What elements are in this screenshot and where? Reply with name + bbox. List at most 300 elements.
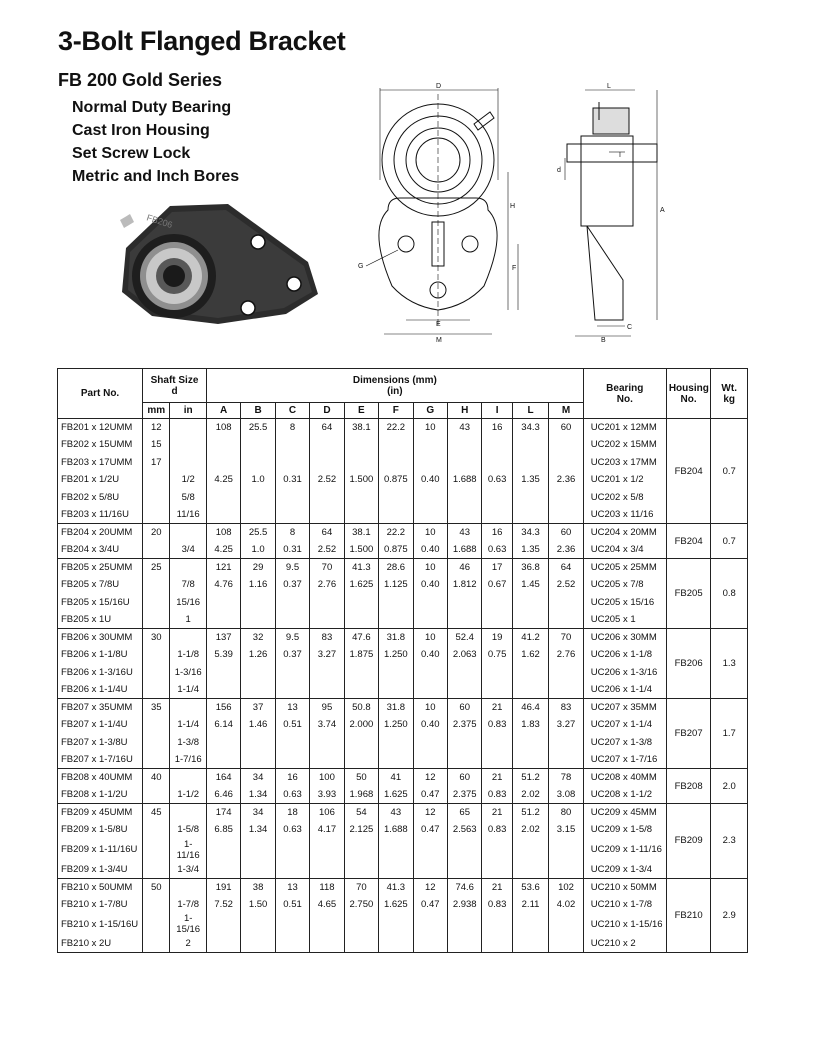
dimension-cell [206, 594, 240, 612]
dimension-cell [275, 861, 309, 879]
dimension-cell: 21 [482, 878, 512, 896]
dimension-cell: 1.62 [512, 646, 548, 664]
dimension-cell [482, 611, 512, 629]
header-dimensions-in: (in) [387, 385, 403, 397]
part-number-cell: FB205 x 15/16U [58, 594, 143, 612]
dimension-cell [206, 611, 240, 629]
dimension-cell: 0.63 [482, 471, 512, 489]
dimension-cell: 12 [413, 769, 447, 787]
dimension-cell [482, 935, 512, 953]
bearing-number-cell: UC206 x 1-1/4 [583, 681, 666, 699]
dimension-cell: 46.4 [512, 699, 548, 717]
dimension-cell [344, 436, 378, 454]
shaft-in-cell: 11/16 [170, 506, 206, 524]
dimension-cell: 1.35 [512, 541, 548, 559]
dimension-cell: 1.500 [344, 471, 378, 489]
shaft-mm-cell [143, 471, 170, 489]
dimension-cell [344, 454, 378, 472]
dimension-cell [275, 436, 309, 454]
dimension-cell: 10 [413, 419, 447, 437]
part-number-cell: FB206 x 1-3/16U [58, 664, 143, 682]
shaft-in-cell [170, 436, 206, 454]
dimension-cell [512, 489, 548, 507]
header-col-h: H [447, 403, 481, 419]
table-row [58, 699, 748, 717]
dimension-cell: 2.375 [447, 716, 481, 734]
shaft-in-cell [170, 559, 206, 577]
dimension-cell: 2.52 [549, 576, 583, 594]
dimension-cell: 1.500 [344, 541, 378, 559]
table-row [58, 454, 748, 472]
dimension-cell: 31.8 [379, 629, 413, 647]
table-row [58, 681, 748, 699]
shaft-mm-cell [143, 506, 170, 524]
dimension-cell: 2.938 [447, 896, 481, 914]
part-number-cell: FB203 x 11/16U [58, 506, 143, 524]
dimension-cell: 1.34 [241, 786, 275, 804]
dimension-cell: 1.968 [344, 786, 378, 804]
dimension-cell [275, 611, 309, 629]
dimension-cell [275, 506, 309, 524]
dimension-cell: 1.625 [379, 786, 413, 804]
dimension-cell: 38.1 [344, 524, 378, 542]
header-mm: mm [143, 403, 170, 419]
dimension-cell [379, 506, 413, 524]
dimension-cell [482, 489, 512, 507]
table-row [58, 611, 748, 629]
part-number-cell: FB210 x 1-15/16U [58, 913, 143, 935]
dimension-cell [549, 664, 583, 682]
dimension-cell: 4.17 [310, 821, 344, 839]
dimension-cell [447, 664, 481, 682]
label-b-dim: B [601, 337, 606, 344]
dimension-cell [310, 861, 344, 879]
housing-number-cell: FB204 [666, 419, 711, 524]
dimension-cell: 191 [206, 878, 240, 896]
label-l-dim: L [607, 83, 611, 90]
dimension-cell: 0.63 [482, 541, 512, 559]
bearing-number-cell: UC208 x 40MM [583, 769, 666, 787]
dimension-cell: 28.6 [379, 559, 413, 577]
dimension-cell: 137 [206, 629, 240, 647]
part-number-cell: FB206 x 30UMM [58, 629, 143, 647]
dimension-cell: 54 [344, 804, 378, 822]
dimension-cell [241, 664, 275, 682]
bearing-number-cell: UC210 x 50MM [583, 878, 666, 896]
dimension-cell [413, 839, 447, 861]
dimension-cell: 102 [549, 878, 583, 896]
label-shaft-d: d [557, 167, 561, 174]
shaft-in-cell [170, 524, 206, 542]
shaft-in-cell: 1-11/16 [170, 839, 206, 861]
dimension-cell [413, 436, 447, 454]
part-number-cell: FB209 x 1-3/4U [58, 861, 143, 879]
shaft-in-cell [170, 699, 206, 717]
part-number-cell: FB205 x 25UMM [58, 559, 143, 577]
dimension-cell [482, 436, 512, 454]
dimension-cell: 36.8 [512, 559, 548, 577]
table-row [58, 629, 748, 647]
dimension-cell [241, 436, 275, 454]
dimension-cell: 31.8 [379, 699, 413, 717]
part-number-cell: FB209 x 1-11/16U [58, 839, 143, 861]
part-number-cell: FB207 x 1-7/16U [58, 751, 143, 769]
dimension-cell: 9.5 [275, 559, 309, 577]
shaft-in-cell: 1-7/8 [170, 896, 206, 914]
page-title: 3-Bolt Flanged Bracket [58, 26, 346, 56]
dimension-cell: 51.2 [512, 769, 548, 787]
weight-cell: 0.8 [711, 559, 748, 629]
table-row [58, 576, 748, 594]
table-group [58, 699, 748, 769]
dimension-cell: 2.000 [344, 716, 378, 734]
dimension-cell [275, 734, 309, 752]
dimension-cell: 2.36 [549, 541, 583, 559]
dimension-cell [549, 734, 583, 752]
dimension-cell [206, 489, 240, 507]
dimension-cell [275, 839, 309, 861]
table-group [58, 524, 748, 559]
bearing-number-cell: UC209 x 1-3/4 [583, 861, 666, 879]
dimension-cell [549, 454, 583, 472]
table-row [58, 506, 748, 524]
dimension-cell [512, 681, 548, 699]
dimension-cell: 6.46 [206, 786, 240, 804]
housing-number-cell: FB204 [666, 524, 711, 559]
table-group [58, 878, 748, 953]
bearing-number-cell: UC205 x 25MM [583, 559, 666, 577]
shaft-mm-cell [143, 821, 170, 839]
header-col-i: I [482, 403, 512, 419]
housing-number-cell: FB209 [666, 804, 711, 879]
shaft-in-cell [170, 454, 206, 472]
dimension-cell: 6.85 [206, 821, 240, 839]
shaft-in-cell: 1-7/16 [170, 751, 206, 769]
table-row [58, 559, 748, 577]
bearing-number-cell: UC207 x 1-3/8 [583, 734, 666, 752]
dimension-cell [275, 489, 309, 507]
dimension-cell [310, 436, 344, 454]
shaft-in-cell: 5/8 [170, 489, 206, 507]
feature-item: Normal Duty Bearing [72, 99, 232, 116]
dimension-cell [413, 751, 447, 769]
dimension-cell [310, 489, 344, 507]
dimension-cell [206, 734, 240, 752]
dimension-cell: 2.76 [310, 576, 344, 594]
shaft-mm-cell: 35 [143, 699, 170, 717]
dimension-cell [379, 861, 413, 879]
dimension-cell [241, 913, 275, 935]
dimension-cell: 0.83 [482, 821, 512, 839]
part-number-cell: FB205 x 7/8U [58, 576, 143, 594]
dimension-cell [512, 861, 548, 879]
dimension-cell [447, 611, 481, 629]
dimension-cell [413, 489, 447, 507]
dimension-cell: 2.563 [447, 821, 481, 839]
dimension-cell: 21 [482, 699, 512, 717]
dimension-cell: 2.02 [512, 786, 548, 804]
shaft-in-cell: 15/16 [170, 594, 206, 612]
dimension-cell: 108 [206, 524, 240, 542]
dimension-cell [310, 611, 344, 629]
table-row [58, 594, 748, 612]
shaft-mm-cell [143, 861, 170, 879]
dimension-cell [447, 506, 481, 524]
dimension-cell [482, 664, 512, 682]
shaft-in-cell: 1 [170, 611, 206, 629]
shaft-mm-cell: 17 [143, 454, 170, 472]
dimension-cell: 32 [241, 629, 275, 647]
label-c-dim: C [627, 324, 633, 331]
dimension-cell: 60 [549, 419, 583, 437]
dimension-cell: 4.25 [206, 471, 240, 489]
dimension-cell [482, 913, 512, 935]
dimension-cell: 7.52 [206, 896, 240, 914]
header-part-no: Part No. [58, 369, 143, 419]
dimension-cell: 106 [310, 804, 344, 822]
shaft-mm-cell [143, 751, 170, 769]
dimension-cell: 2.52 [310, 541, 344, 559]
part-number-cell: FB206 x 1-1/4U [58, 681, 143, 699]
dimension-cell: 0.47 [413, 821, 447, 839]
dimension-cell: 60 [447, 769, 481, 787]
label-f-dim: F [512, 265, 517, 272]
dimension-cell: 1.34 [241, 821, 275, 839]
dimension-cell: 4.65 [310, 896, 344, 914]
dimension-cell: 121 [206, 559, 240, 577]
dimension-cell: 0.63 [275, 821, 309, 839]
dimension-cell [549, 839, 583, 861]
dimension-cell [482, 506, 512, 524]
dimension-cell: 1.50 [241, 896, 275, 914]
dimension-cell: 17 [482, 559, 512, 577]
dimension-cell [310, 594, 344, 612]
table-row [58, 471, 748, 489]
dimension-cell: 2.750 [344, 896, 378, 914]
header-col-e: E [344, 403, 378, 419]
shaft-mm-cell: 15 [143, 436, 170, 454]
table-row [58, 821, 748, 839]
dimension-cell: 0.37 [275, 646, 309, 664]
bearing-number-cell: UC203 x 17MM [583, 454, 666, 472]
shaft-mm-cell [143, 935, 170, 953]
shaft-in-cell: 1-1/2 [170, 786, 206, 804]
dimension-cell: 19 [482, 629, 512, 647]
table-row [58, 769, 748, 787]
dimension-cell [344, 734, 378, 752]
dimension-cell: 1.625 [379, 896, 413, 914]
dimension-cell [344, 489, 378, 507]
part-number-cell: FB205 x 1U [58, 611, 143, 629]
shaft-mm-cell [143, 681, 170, 699]
dimension-cell [413, 935, 447, 953]
dimension-cell [549, 594, 583, 612]
dimension-cell: 1.688 [447, 541, 481, 559]
dimension-cell: 0.83 [482, 716, 512, 734]
dimension-cell: 38 [241, 878, 275, 896]
bearing-number-cell: UC201 x 1/2 [583, 471, 666, 489]
dimension-cell: 1.875 [344, 646, 378, 664]
dimension-cell: 64 [310, 524, 344, 542]
shaft-mm-cell [143, 913, 170, 935]
header-dimensions [206, 369, 583, 403]
dimension-cell: 0.83 [482, 896, 512, 914]
dimension-cell: 0.63 [275, 786, 309, 804]
dimension-cell [241, 454, 275, 472]
table-row [58, 541, 748, 559]
dimension-cell: 6.14 [206, 716, 240, 734]
dimension-cell [482, 681, 512, 699]
bearing-number-cell: UC202 x 15MM [583, 436, 666, 454]
dimension-cell [379, 489, 413, 507]
front-view-drawing [358, 80, 530, 345]
dimension-cell [206, 436, 240, 454]
dimension-cell: 41 [379, 769, 413, 787]
bearing-number-cell: UC204 x 3/4 [583, 541, 666, 559]
dimension-cell [512, 436, 548, 454]
header-shaft-size [143, 369, 207, 403]
dimension-cell [206, 839, 240, 861]
dimension-cell: 83 [549, 699, 583, 717]
shaft-mm-cell: 45 [143, 804, 170, 822]
part-number-cell: FB201 x 1/2U [58, 471, 143, 489]
dimension-cell: 29 [241, 559, 275, 577]
dimension-cell [275, 594, 309, 612]
dimension-cell: 9.5 [275, 629, 309, 647]
specifications-table [57, 368, 748, 953]
dimension-cell: 16 [482, 524, 512, 542]
bearing-number-cell: UC207 x 35MM [583, 699, 666, 717]
dimension-cell [310, 913, 344, 935]
dimension-cell: 3.93 [310, 786, 344, 804]
dimension-cell: 8 [275, 524, 309, 542]
shaft-in-cell: 1-5/8 [170, 821, 206, 839]
label-d-dim: D [436, 83, 442, 90]
dimension-cell: 174 [206, 804, 240, 822]
table-row [58, 734, 748, 752]
dimension-cell: 2.125 [344, 821, 378, 839]
dimension-cell [241, 751, 275, 769]
header-dimensions-mm: Dimensions (mm) [352, 374, 437, 386]
table-group [58, 559, 748, 629]
dimension-cell [512, 664, 548, 682]
dimension-cell: 65 [447, 804, 481, 822]
shaft-mm-cell: 50 [143, 878, 170, 896]
dimension-cell: 25.5 [241, 524, 275, 542]
part-number-cell: FB207 x 1-1/4U [58, 716, 143, 734]
part-number-cell: FB208 x 40UMM [58, 769, 143, 787]
part-number-cell: FB210 x 1-7/8U [58, 896, 143, 914]
dimension-cell: 1.0 [241, 471, 275, 489]
dimension-cell [241, 681, 275, 699]
shaft-in-cell [170, 629, 206, 647]
dimension-cell: 2.02 [512, 821, 548, 839]
label-e-dim: E [436, 321, 441, 328]
part-number-cell: FB204 x 20UMM [58, 524, 143, 542]
dimension-cell [344, 935, 378, 953]
dimension-cell: 43 [447, 419, 481, 437]
dimension-cell [241, 861, 275, 879]
dimension-cell [447, 839, 481, 861]
dimension-cell: 2.375 [447, 786, 481, 804]
dimension-cell: 10 [413, 629, 447, 647]
dimension-cell [512, 734, 548, 752]
dimension-cell [482, 454, 512, 472]
table-row [58, 861, 748, 879]
dimension-cell: 64 [549, 559, 583, 577]
dimension-cell: 1.250 [379, 646, 413, 664]
dimension-cell: 25.5 [241, 419, 275, 437]
dimension-cell [310, 839, 344, 861]
shaft-mm-cell [143, 611, 170, 629]
dimension-cell: 80 [549, 804, 583, 822]
dimension-cell: 12 [413, 804, 447, 822]
dimension-cell: 1.46 [241, 716, 275, 734]
dimension-cell [379, 681, 413, 699]
dimension-cell: 21 [482, 769, 512, 787]
weight-cell: 1.3 [711, 629, 748, 699]
table-row [58, 524, 748, 542]
dimension-cell: 0.31 [275, 471, 309, 489]
dimension-cell [512, 913, 548, 935]
dimension-cell: 50 [344, 769, 378, 787]
shaft-mm-cell [143, 716, 170, 734]
dimension-cell: 64 [310, 419, 344, 437]
part-number-cell: FB201 x 12UMM [58, 419, 143, 437]
dimension-cell: 0.875 [379, 471, 413, 489]
dimension-cell [310, 751, 344, 769]
table-row [58, 913, 748, 935]
dimension-cell [344, 839, 378, 861]
housing-number-cell: FB210 [666, 878, 711, 953]
bearing-number-cell: UC210 x 1-7/8 [583, 896, 666, 914]
dimension-cell: 118 [310, 878, 344, 896]
dimension-cell [310, 681, 344, 699]
dimension-cell: 0.40 [413, 471, 447, 489]
bearing-number-cell: UC209 x 1-11/16 [583, 839, 666, 861]
dimension-cell [482, 734, 512, 752]
shaft-in-cell [170, 878, 206, 896]
dimension-cell [413, 681, 447, 699]
dimension-cell [447, 861, 481, 879]
dimension-cell: 3.27 [549, 716, 583, 734]
dimension-cell: 0.83 [482, 786, 512, 804]
dimension-cell: 13 [275, 878, 309, 896]
dimension-cell: 0.40 [413, 541, 447, 559]
bearing-number-cell: UC207 x 1-1/4 [583, 716, 666, 734]
dimension-cell: 0.51 [275, 716, 309, 734]
part-number-cell: FB210 x 2U [58, 935, 143, 953]
dimension-cell: 0.47 [413, 786, 447, 804]
dimension-cell: 3.27 [310, 646, 344, 664]
dimension-cell [447, 913, 481, 935]
dimension-cell: 18 [275, 804, 309, 822]
dimension-cell: 2.76 [549, 646, 583, 664]
shaft-mm-cell [143, 541, 170, 559]
weight-cell: 2.3 [711, 804, 748, 879]
bearing-number-cell: UC209 x 45MM [583, 804, 666, 822]
dimension-cell [482, 861, 512, 879]
dimension-cell [206, 681, 240, 699]
dimension-cell: 4.02 [549, 896, 583, 914]
table-row [58, 751, 748, 769]
weight-cell: 0.7 [711, 419, 748, 524]
dimension-cell [482, 839, 512, 861]
dimension-cell: 0.40 [413, 716, 447, 734]
shaft-in-cell: 1/2 [170, 471, 206, 489]
dimension-cell [344, 611, 378, 629]
dimension-cell [482, 594, 512, 612]
